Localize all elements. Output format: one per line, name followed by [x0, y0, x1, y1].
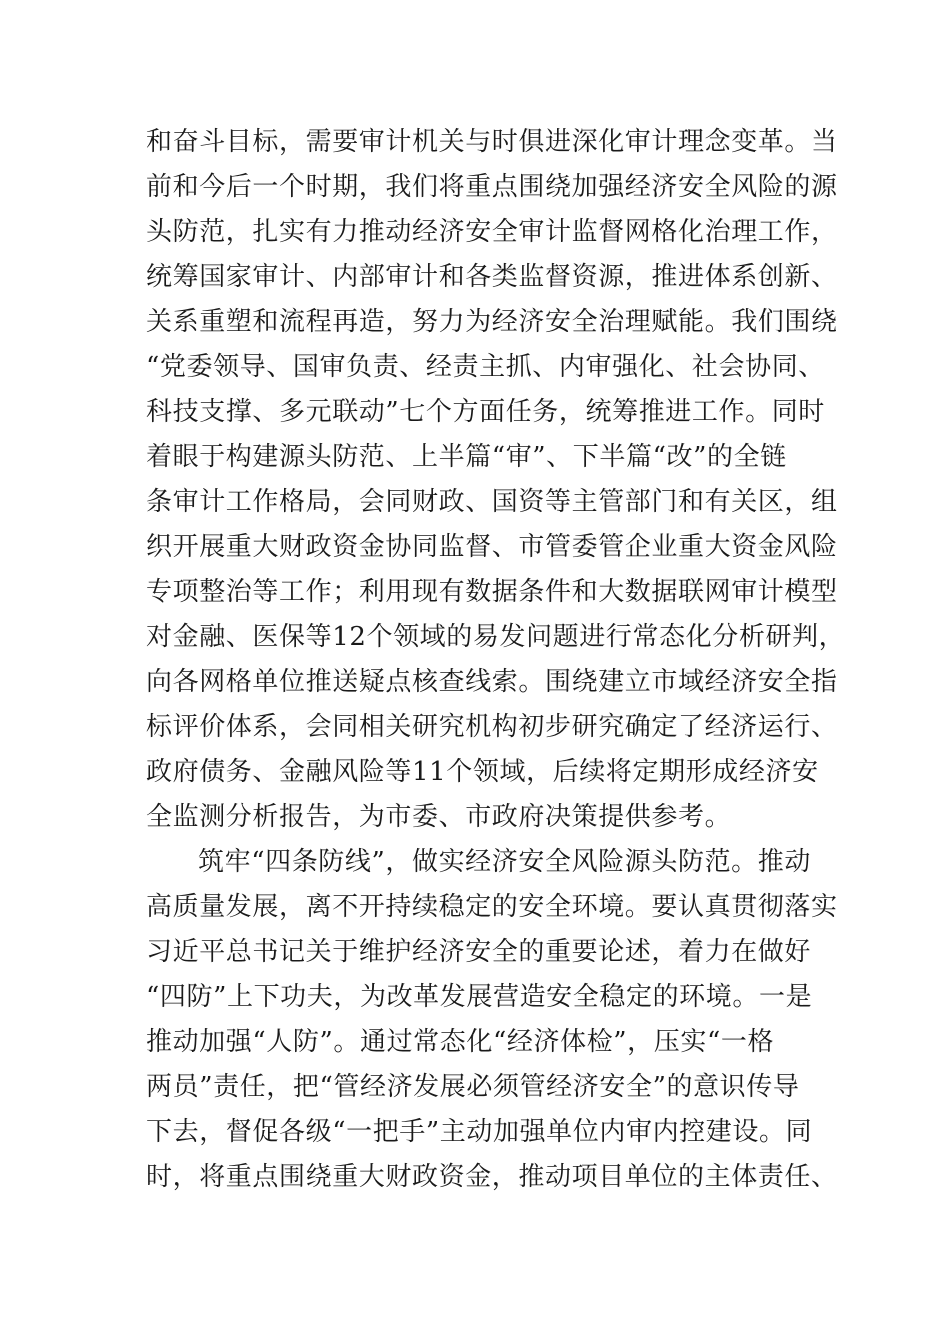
text-line: 时，将重点围绕重大财政资金，推动项目单位的主体责任、	[146, 1162, 838, 1192]
text-line: 统筹国家审计、内部审计和各类监督资源，推进体系创新、	[146, 262, 838, 292]
text-line: 高质量发展，离不开持续稳定的安全环境。要认真贯彻落实	[146, 892, 838, 922]
text-line: 头防范，扎实有力推动经济安全审计监督网格化治理工作，	[146, 217, 838, 247]
text-line: 专项整治等工作；利用现有数据条件和大数据联网审计模型	[146, 577, 838, 607]
text-line: 向各网格单位推送疑点核查线索。围绕建立市域经济安全指	[146, 667, 838, 697]
text-line: 条审计工作格局，会同财政、国资等主管部门和有关区，组	[146, 487, 838, 517]
text-line: 全监测分析报告，为市委、市政府决策提供参考。	[146, 802, 732, 832]
text-line: 对金融、医保等12个领域的易发问题进行常态化分析研判，	[146, 622, 846, 652]
text-line: 关系重塑和流程再造，努力为经济安全治理赋能。我们围绕	[146, 307, 838, 337]
text-line: 习近平总书记关于维护经济安全的重要论述，着力在做好	[146, 937, 812, 967]
text-line: 科技支撑、多元联动”七个方面任务，统筹推进工作。同时	[146, 397, 825, 427]
text-line: “四防”上下功夫，为改革发展营造安全稳定的环境。一是	[146, 982, 813, 1012]
text-line: 标评价体系，会同相关研究机构初步研究确定了经济运行、	[146, 712, 838, 742]
text-line: 政府债务、金融风险等11个领域，后续将定期形成经济安	[146, 757, 819, 787]
text-line: 着眼于构建源头防范、上半篇“审”、下半篇“改”的全链	[146, 442, 787, 472]
paragraph-start-line: 筑牢“四条防线”，做实经济安全风险源头防范。推动	[198, 847, 811, 877]
text-line: 和奋斗目标，需要审计机关与时俱进深化审计理念变革。当	[146, 127, 838, 157]
text-line: 两员”责任，把“管经济发展必须管经济安全”的意识传导	[146, 1072, 800, 1102]
text-line: “党委领导、国审负责、经责主抓、内审强化、社会协同、	[146, 352, 825, 382]
body-text	[146, 120, 846, 1200]
text-line: 下去，督促各级“一把手”主动加强单位内审内控建设。同	[146, 1117, 813, 1147]
text-line: 织开展重大财政资金协同监督、市管委管企业重大资金风险	[146, 532, 838, 562]
text-line: 推动加强“人防”。通过常态化“经济体检”，压实“一格	[146, 1027, 775, 1057]
text-line: 前和今后一个时期，我们将重点围绕加强经济安全风险的源	[146, 172, 838, 202]
